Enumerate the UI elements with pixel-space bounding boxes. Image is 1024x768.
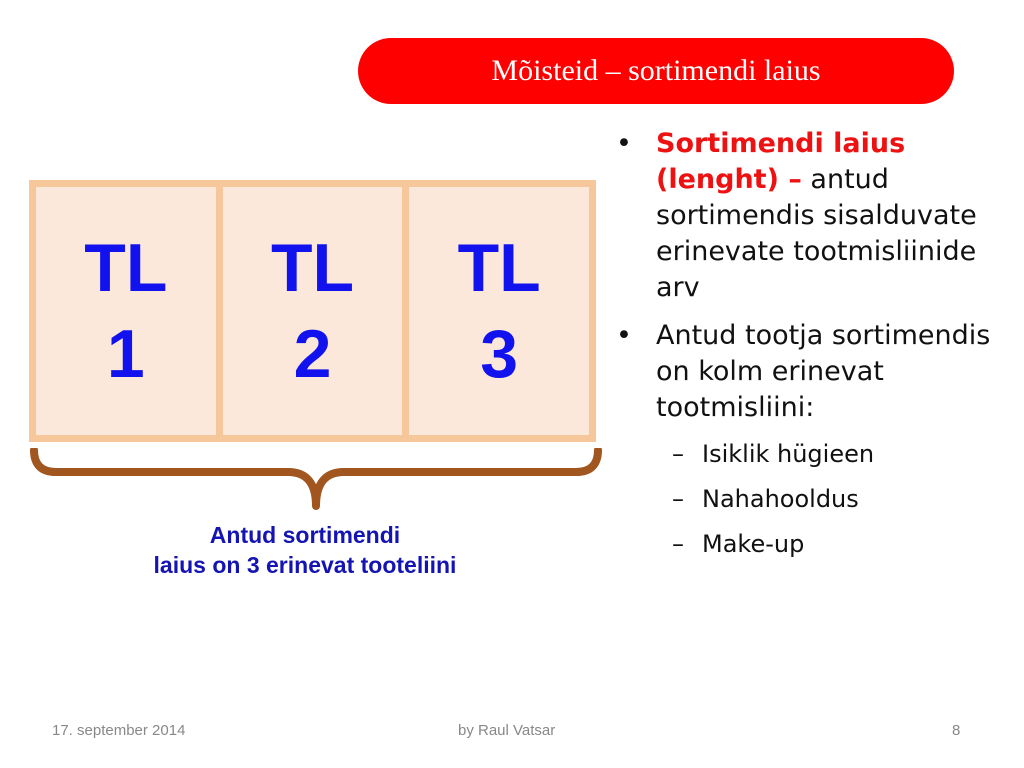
box-label: TL (270, 230, 355, 306)
bullet-item-example (616, 318, 1011, 426)
definition-term: Sortimendi laius (lenght) – (656, 128, 906, 195)
caption-line-2: laius on 3 erinevat tooteliini (153, 552, 457, 578)
bullet-marker: • (616, 320, 632, 351)
definition-text: antud sortimendis sisalduvate erinevate tootmisliinide arv (656, 164, 977, 303)
box-number: 1 (106, 316, 145, 392)
sub-bullet-marker: – (672, 440, 684, 468)
footer-author: by Raul Vatsar (458, 722, 556, 739)
box-number: 3 (480, 316, 519, 392)
box-label: TL (457, 230, 541, 306)
slide-title: Mõisteid – sortimendi laius (491, 54, 821, 87)
caption-line-1: Antud sortimendi (209, 522, 401, 548)
box-label: TL (84, 230, 168, 306)
sub-bullet-marker: – (672, 485, 684, 513)
product-line-box-1 (36, 187, 216, 435)
sub-item-label: Nahahooldus (702, 485, 859, 513)
curly-brace-icon (26, 448, 606, 512)
diagram-caption (95, 520, 515, 580)
sub-item-label: Make-up (702, 530, 805, 558)
footer-page-number: 8 (952, 722, 961, 739)
bullet-item-definition (616, 126, 1011, 306)
sub-item-3 (616, 528, 1011, 560)
footer-date: 17. september 2014 (52, 722, 186, 739)
sub-item-1 (616, 438, 1011, 470)
sub-item-label: Isiklik hügieen (702, 440, 875, 468)
title-banner (358, 38, 954, 104)
box-number: 2 (293, 316, 332, 392)
sub-bullet-marker: – (672, 530, 684, 558)
product-line-box-2 (223, 187, 403, 435)
example-text: Antud tootja sortimendis on kolm erinevat tootmisliini: (656, 320, 991, 423)
sub-item-2 (616, 483, 1011, 515)
bullet-list (616, 126, 1011, 573)
bullet-marker: • (616, 128, 632, 159)
product-line-box-3 (409, 187, 589, 435)
product-line-boxes (29, 180, 596, 442)
